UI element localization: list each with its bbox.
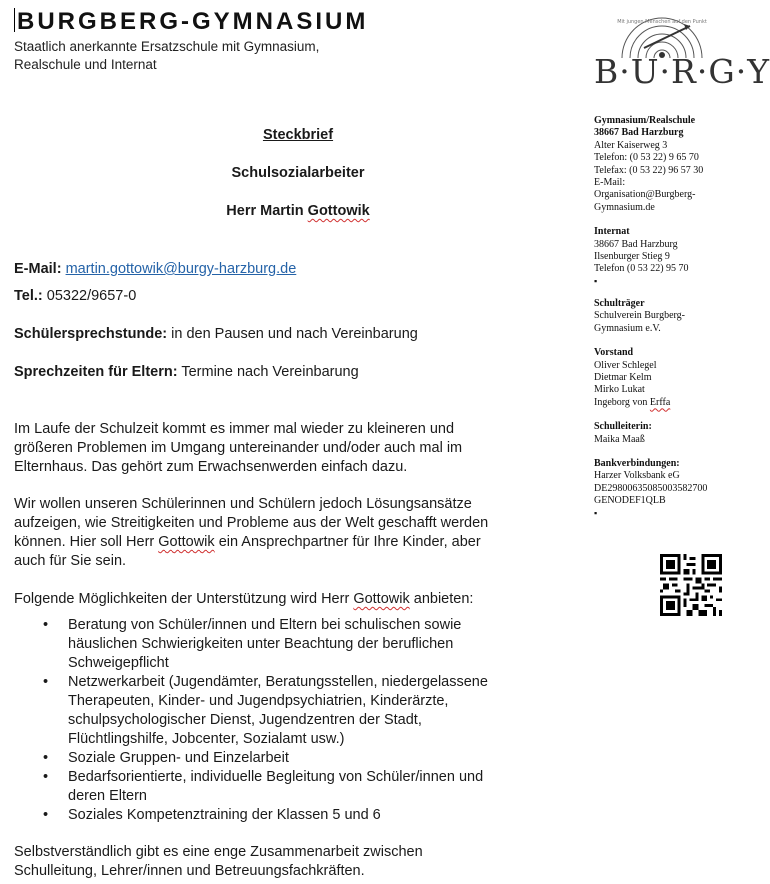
list-item: • Soziales Kompetenztraining der Klassen 5 und 6 [14,806,574,825]
sidebar-school-block: Gymnasium/Realschule 38667 Bad Harzburg Alter Kaiserweg 3 Telefon: (0 53 22) 9 65 70 Telefax: (0 53 22) 96 57 30 E-Mail: Organisation@Burgberg- Gymnasium.de [594,115,704,213]
list-item: • Soziale Gruppen- und Einzelarbeit [14,749,574,768]
profile-role: Schulsozialarbeiter [231,165,365,181]
support-list [14,616,574,825]
paragraph-closing: Selbstverständlich gibt es eine enge Zusammenarbeit zwischen Schulleitung, Lehrer/innen und Betreuungsfachkräften. [14,844,423,879]
profile-name: Herr Martin Gottowik [226,203,370,219]
sidebar-leitung-block: Schulleiterin: Maika Maaß [594,421,652,445]
address-sidebar [594,115,728,530]
text-cursor [14,8,15,32]
list-item: • Netzwerkarbeit (Jugendämter, Beratungsstellen, niedergelassene Therapeuten, Kinder- und Jugendpsychiatrien, Kinderärzte, schulpsychologischer Dienst, Jugendzentren der Stadt, Flüchtlingshilfe, Jobcenter, Sozialamt usw.) [14,673,574,749]
parent-hours-line: Sprechzeiten für Eltern: Termine nach Vereinbarung [14,364,359,380]
support-intro: Folgende Möglichkeiten der Unterstützung wird Herr Gottowik anbieten: [14,591,474,607]
sidebar-vorstand-block: Vorstand Oliver Schlegel Dietmar Kelm Mirko Lukat Ingeborg von Erffa [594,347,671,408]
logo-wordmark: B·U·R·G·Y [594,52,770,91]
paragraph-intro: Im Laufe der Schulzeit kommt es immer mal wieder zu kleineren und größeren Problemen im Umgang untereinander und/oder auch mal im Elternhaus. Das gehört zum Erwachsenwerden einfach dazu. [14,421,463,475]
email-link[interactable]: martin.gottowik@burgy-harzburg.de [65,261,297,277]
sidebar-traeger-block: Schulträger Schulverein Burgberg- Gymnasium e.V. [594,297,686,334]
svg-text:Mit jungen Menschen auf den Pu: Mit jungen Menschen auf den Punkt [617,19,707,25]
list-item: • Beratung von Schüler/innen und Eltern bei schulischen sowie häuslichen Schwierigkeiten unter Beachtung der beruflichen Schweigepflicht [14,616,574,673]
list-item: • Bedarfsorientierte, individuelle Begleitung von Schüler/innen und deren Eltern [14,768,574,806]
sidebar-bank-block: Bankverbindungen: Harzer Volksbank eG DE29800635085003582700 GENODEF1QLB ▪ [594,457,708,518]
email-line: E-Mail: martin.gottowik@burgy-harzburg.de [14,261,297,277]
school-subtitle: Staatlich anerkannte Ersatzschule mit Gymnasium, Realschule und Internat [14,39,320,72]
student-hours-line: Schülersprechstunde: in den Pausen und nach Vereinbarung [14,326,418,342]
sidebar-internat-block: Internat 38667 Bad Harzburg Ilsenburger Stieg 9 Telefon (0 53 22) 95 70 ▪ [594,226,689,286]
school-name: BURGBERG-GYMNASIUM [14,8,368,36]
profile-heading: Steckbrief [262,127,334,143]
paragraph-goals: Wir wollen unseren Schülerinnen und Schülern jedoch Lösungsansätze aufzeigen, wie Streitigkeiten und Probleme aus der Welt geschafft werden können. Hier soll Herr Gottowik ein Ansprechpartner für Ihre Kinder, aber auch für Sie sein. [14,496,489,569]
qr-code [660,554,722,616]
tel-line: Tel.: 05322/9657-0 [14,288,137,304]
